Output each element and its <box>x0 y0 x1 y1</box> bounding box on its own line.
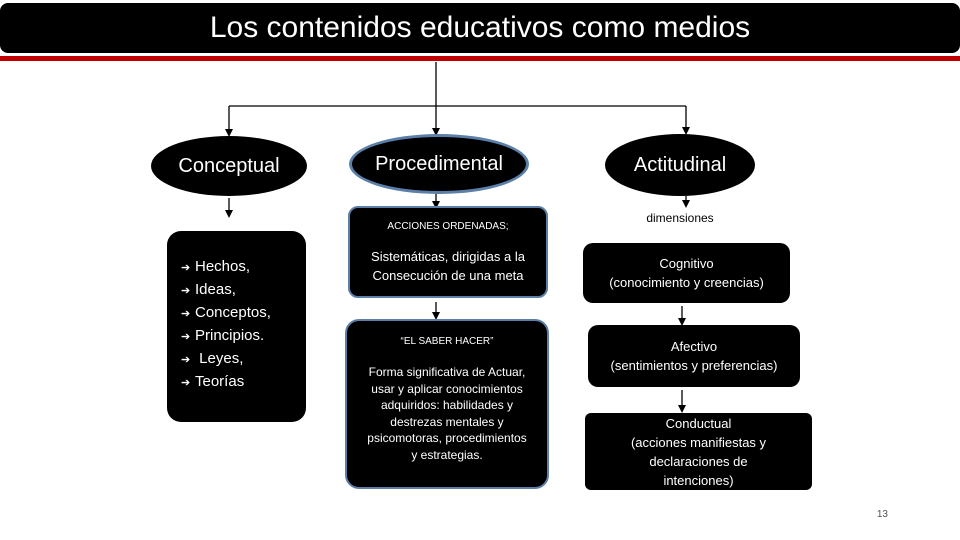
saber-hacer-box <box>345 319 549 489</box>
cognitivo-desc: (conocimiento y creencias) <box>609 275 764 290</box>
page-title: Los contenidos educativos como medios <box>209 11 751 44</box>
saber-hacer-label: “EL SABER HACER” <box>400 336 494 347</box>
conductual-desc: (acciones manifiestas y declaraciones de intenciones) <box>630 434 767 488</box>
afectivo-title: Afectivo <box>670 339 718 354</box>
acciones-ordenadas-label: ACCIONES ORDENADAS; <box>387 221 509 232</box>
conductual-title: Conductual <box>665 415 732 431</box>
page-number: 13 <box>876 509 888 520</box>
forma-text: Forma significativa de Actuar, usar y aplicar conocimientos adquiridos: habilidades y destrezas mentales y psicomotoras, procedimientos y estrategias. <box>367 365 527 462</box>
cognitivo-title: Cognitivo <box>659 256 714 271</box>
sistematicas-text: Sistemáticas, dirigidas a la Consecución de una meta <box>371 249 525 283</box>
conceptual-label: Conceptual <box>178 154 280 177</box>
cognitivo-box <box>583 243 790 303</box>
conceptual-item: ➔ Principios. <box>181 325 306 348</box>
actitudinal-label: Actitudinal <box>633 153 727 176</box>
conceptual-list-box <box>167 231 306 422</box>
conceptual-item: ➔ Teorías <box>181 371 306 394</box>
conceptual-list <box>181 256 306 394</box>
afectivo-desc: (sentimientos y preferencias) <box>610 358 778 373</box>
sistematicas-box <box>348 206 548 298</box>
conceptual-item: ➔ Conceptos, <box>181 302 306 325</box>
actitudinal-node <box>605 134 755 196</box>
conductual-box <box>585 413 812 490</box>
conceptual-node <box>151 136 307 196</box>
afectivo-box <box>588 325 800 387</box>
dimensiones-label: dimensiones <box>646 211 714 225</box>
conceptual-item: ➔ Hechos, <box>181 256 306 279</box>
conceptual-item: ➔ Ideas, <box>181 279 306 302</box>
procedimental-node <box>349 134 529 194</box>
conceptual-item: ➔ Leyes, <box>181 348 306 371</box>
procedimental-label: Procedimental <box>375 152 503 175</box>
